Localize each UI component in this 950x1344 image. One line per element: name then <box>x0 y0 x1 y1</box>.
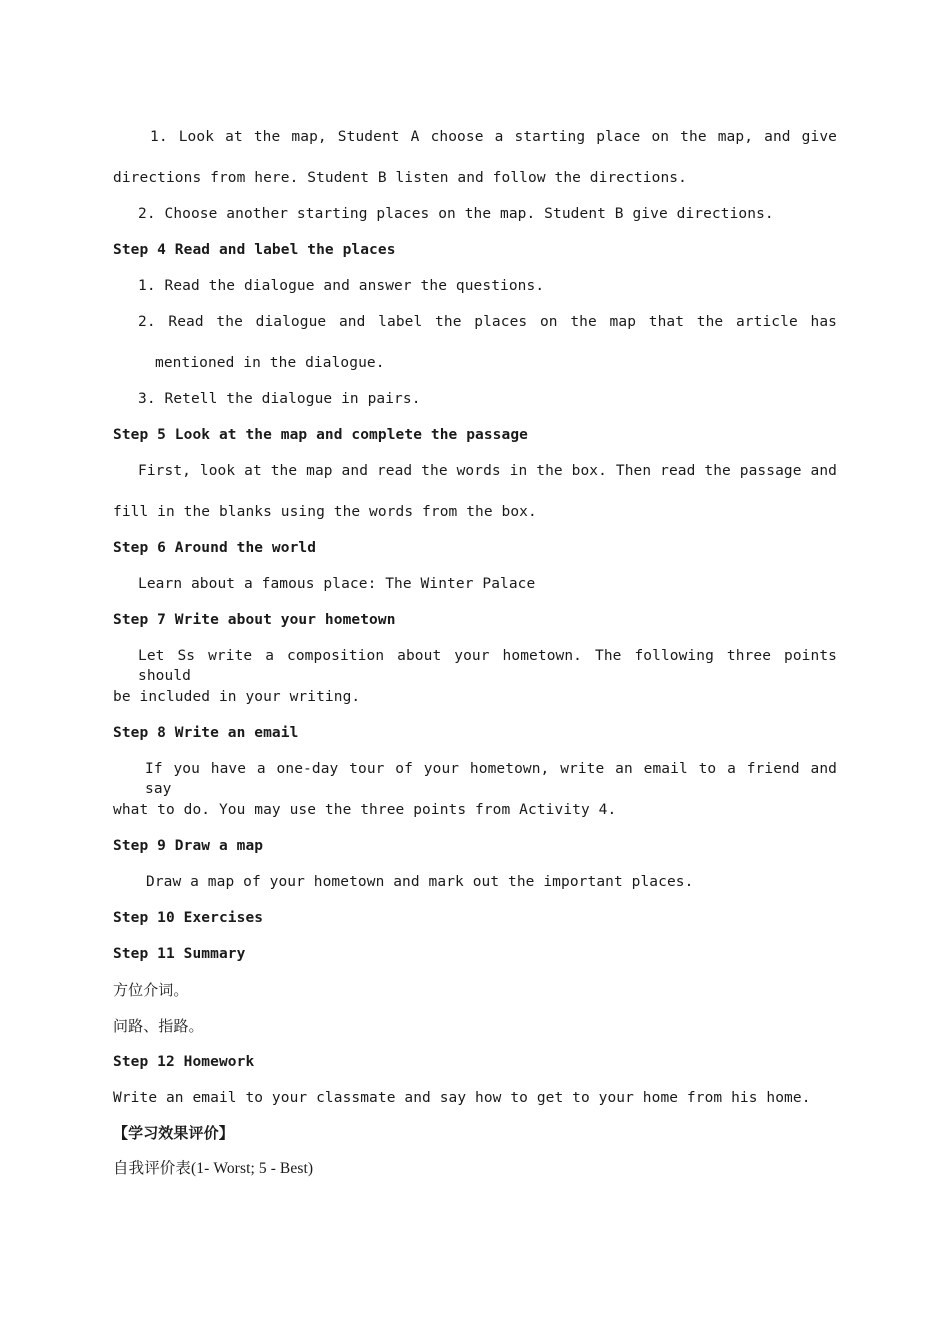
step-heading: Step 8 Write an email <box>113 725 299 741</box>
paragraph-line: directions from here. Student B listen and follow the directions. <box>113 170 687 186</box>
paragraph-line: If you have a one-day tour of your hometown, write an email to a friend and say <box>145 761 837 797</box>
paragraph-line: 2. Read the dialogue and label the places on the map that the article has <box>138 314 837 330</box>
step-heading: Step 5 Look at the map and complete the passage <box>113 427 528 443</box>
paragraph-line: be included in your writing. <box>113 689 361 705</box>
paragraph-line: mentioned in the dialogue. <box>155 355 385 371</box>
paragraph-line: First, look at the map and read the words in the box. Then read the passage and <box>138 463 837 479</box>
paragraph-line: fill in the blanks using the words from the box. <box>113 504 537 520</box>
paragraph-line: Draw a map of your hometown and mark out the important places. <box>146 874 694 890</box>
step-heading: Step 7 Write about your hometown <box>113 612 396 628</box>
summary-line: 方位介词。 <box>113 981 189 999</box>
step-heading: Step 9 Draw a map <box>113 838 264 854</box>
step-heading: Step 6 Around the world <box>113 540 317 556</box>
step-heading: Step 11 Summary <box>113 946 246 962</box>
evaluation-table-caption: 自我评价表(1- Worst; 5 - Best) <box>113 1160 314 1177</box>
summary-line: 问路、指路。 <box>113 1017 204 1035</box>
step-heading: Step 12 Homework <box>113 1054 255 1070</box>
paragraph-line: Learn about a famous place: The Winter Palace <box>138 576 536 592</box>
paragraph-line: Write an email to your classmate and say how to get to your home from his home. <box>113 1090 811 1106</box>
paragraph-line: 1. Read the dialogue and answer the questions. <box>138 278 545 294</box>
step-heading: Step 4 Read and label the places <box>113 242 396 258</box>
paragraph-line: 1. Look at the map, Student A choose a starting place on the map, and give <box>150 129 837 145</box>
evaluation-title: 【学习效果评价】 <box>113 1124 234 1142</box>
paragraph-line: 2. Choose another starting places on the map. Student B give directions. <box>138 206 774 222</box>
paragraph-line: Let Ss write a composition about your hometown. The following three points should <box>138 648 837 684</box>
paragraph-line: 3. Retell the dialogue in pairs. <box>138 391 421 407</box>
paragraph-line: what to do. You may use the three points from Activity 4. <box>113 802 617 818</box>
step-heading: Step 10 Exercises <box>113 910 264 926</box>
